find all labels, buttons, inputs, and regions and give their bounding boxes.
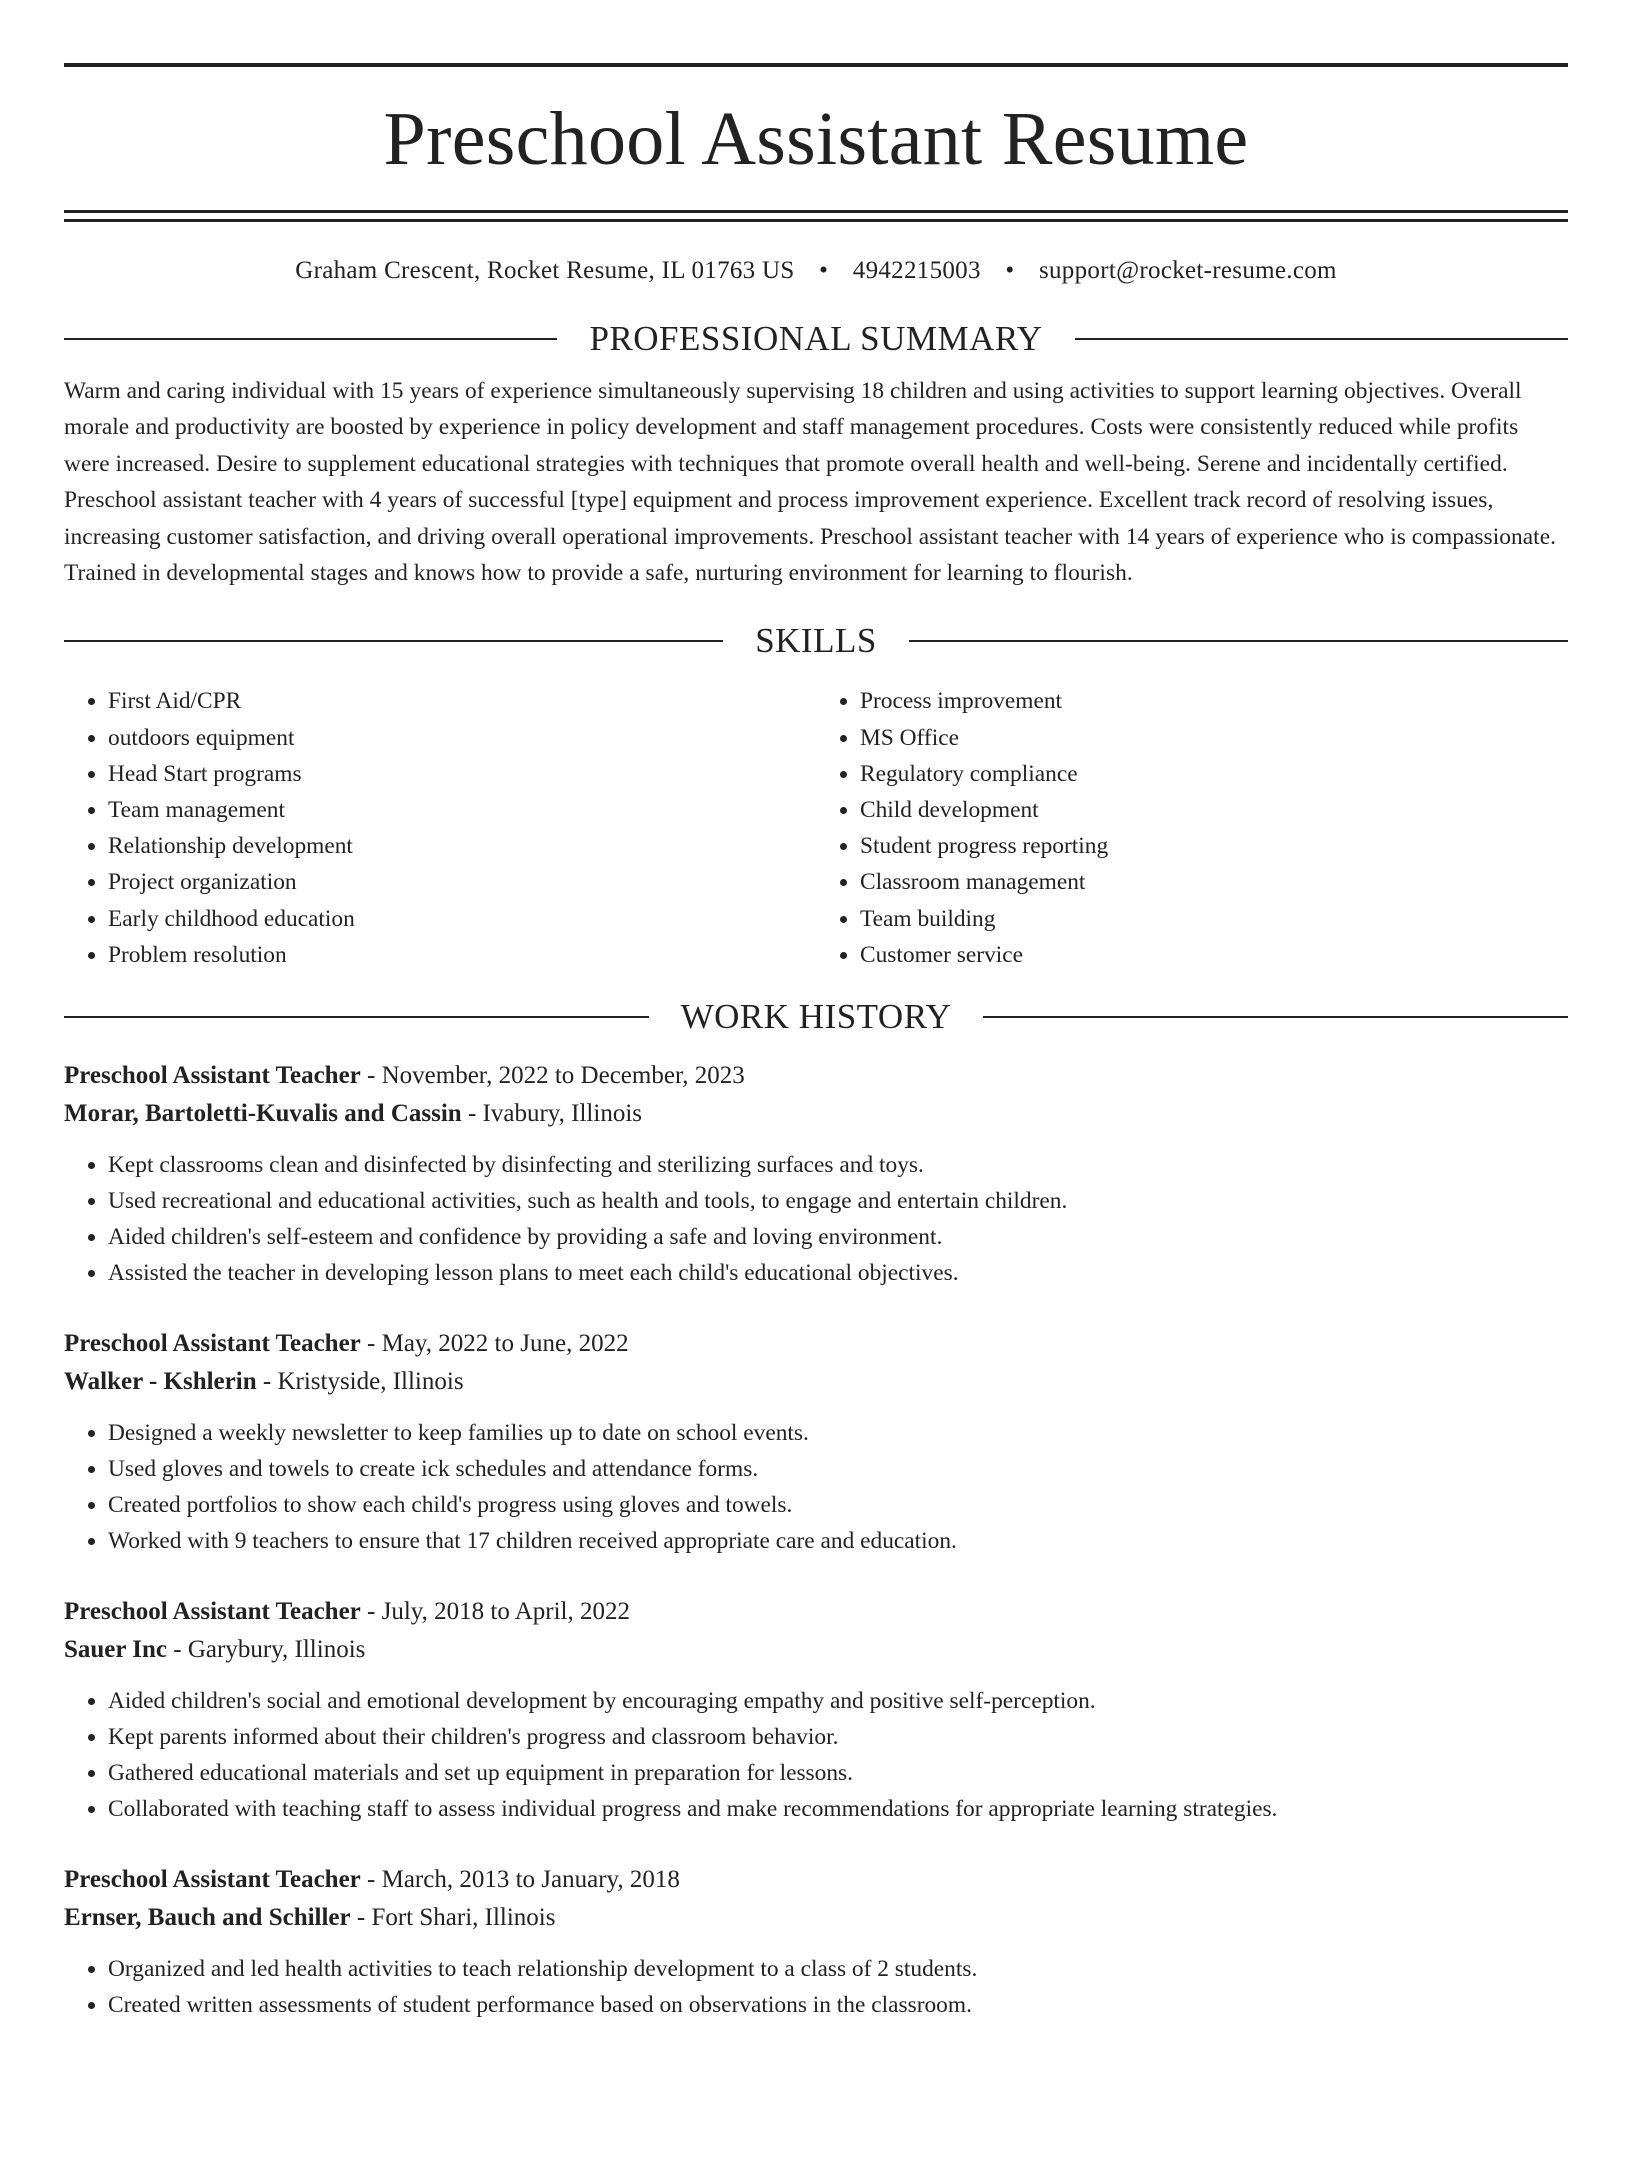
skill-item: • Team management (108, 792, 816, 828)
skill-item: • Team building (860, 901, 1568, 937)
dash: - (461, 1100, 483, 1128)
skill-item: • MS Office (860, 720, 1568, 756)
job-entry (64, 1325, 1568, 1559)
skill-item: • Regulatory compliance (860, 756, 1568, 792)
dash: - (167, 1636, 188, 1664)
job-title-line (64, 1861, 1568, 1899)
job-company-line (64, 1363, 1568, 1401)
job-location: Kristyside, Illinois (277, 1368, 464, 1396)
job-bullet: • Aided children's social and emotional development by encouraging empathy and positive self-perception. (108, 1683, 1568, 1719)
dash: - (360, 1598, 382, 1626)
divider-line (1075, 338, 1568, 340)
skill-item: • outdoors equipment (108, 720, 816, 756)
skill-item: • Head Start programs (108, 756, 816, 792)
job-bullet: • Designed a weekly newsletter to keep families up to date on school events. (108, 1415, 1568, 1451)
job-location: Fort Shari, Illinois (371, 1904, 556, 1932)
contact-email: support@rocket-resume.com (1038, 257, 1337, 284)
job-dates: November, 2022 to December, 2023 (381, 1062, 745, 1090)
contact-line (64, 255, 1568, 287)
divider-line (64, 338, 557, 340)
job-title-line (64, 1057, 1568, 1095)
skill-item: • Early childhood education (108, 901, 816, 937)
job-bullet: • Used recreational and educational activities, such as health and tools, to engage and entertain children. (108, 1183, 1568, 1219)
job-bullets (64, 1951, 1568, 2023)
job-bullet: • Created written assessments of student performance based on observations in the classroom. (108, 1987, 1568, 2023)
job-bullet: • Kept classrooms clean and disinfected by disinfecting and sterilizing surfaces and toys. (108, 1147, 1568, 1183)
job-title: Preschool Assistant Teacher (64, 1062, 361, 1090)
summary-heading: PROFESSIONAL SUMMARY (589, 319, 1043, 358)
summary-section-header (64, 317, 1568, 361)
job-title-line (64, 1325, 1568, 1363)
job-bullet: • Organized and led health activities to teach relationship development to a class of 2 students. (108, 1951, 1568, 1987)
skill-item: • Project organization (108, 864, 816, 900)
job-bullets (64, 1415, 1568, 1559)
job-entry (64, 1057, 1568, 1291)
skills-column-right (816, 683, 1568, 973)
job-company: Sauer Inc (64, 1636, 168, 1664)
job-dates: March, 2013 to January, 2018 (381, 1866, 680, 1894)
job-entry (64, 1593, 1568, 1827)
skill-item: • Process improvement (860, 683, 1568, 719)
job-company: Ernser, Bauch and Schiller (64, 1904, 351, 1932)
work-section-header (64, 995, 1568, 1039)
job-company: Morar, Bartoletti-Kuvalis and Cassin (64, 1100, 462, 1128)
job-bullet: • Aided children's self-esteem and confidence by providing a safe and loving environment. (108, 1219, 1568, 1255)
skill-item: • Customer service (860, 937, 1568, 973)
skill-item: • Classroom management (860, 864, 1568, 900)
job-location: Garybury, Illinois (187, 1636, 366, 1664)
divider-line (983, 1016, 1568, 1018)
contact-separator: • (819, 257, 829, 284)
skill-item: • First Aid/CPR (108, 683, 816, 719)
contact-phone: 4942215003 (852, 257, 981, 284)
dash: - (360, 1062, 382, 1090)
job-company-line (64, 1899, 1568, 1937)
resume-page (0, 63, 1632, 2175)
skills-column-left (64, 683, 816, 973)
contact-separator: • (1005, 257, 1015, 284)
job-bullet: • Used gloves and towels to create ick schedules and attendance forms. (108, 1451, 1568, 1487)
job-bullet: • Created portfolios to show each child's progress using gloves and towels. (108, 1487, 1568, 1523)
work-heading: WORK HISTORY (680, 997, 952, 1037)
work-history-list (64, 1057, 1568, 2023)
dash: - (360, 1330, 382, 1358)
divider-line (909, 640, 1568, 642)
job-title: Preschool Assistant Teacher (64, 1866, 361, 1894)
job-bullet: • Collaborated with teaching staff to assess individual progress and make recommendations for appropriate learning strategies. (108, 1791, 1568, 1827)
dash: - (350, 1904, 372, 1932)
skill-item: • Student progress reporting (860, 828, 1568, 864)
job-entry (64, 1861, 1568, 2023)
job-company-line (64, 1095, 1568, 1133)
job-dates: May, 2022 to June, 2022 (381, 1330, 629, 1358)
job-bullet: • Worked with 9 teachers to ensure that 17 children received appropriate care and education. (108, 1523, 1568, 1559)
summary-text: Warm and caring individual with 15 years of experience simultaneously supervising 18 children and using activities to support learning objectives. Overall morale and productivity are boosted by experience in policy development and staff management procedures. Costs were consistently reduced while profits were increased. Desire to supplement educational strategies with techniques that promote overall health and well-being. Serene and incidentally certified. Preschool assistant teacher with 4 years of successful [type] equipment and process improvement experience. Excellent track record of resolving issues, increasing customer satisfaction, and driving overall operational improvements. Preschool assistant teacher with 14 years of experience who is compassionate. Trained in developmental stages and knows how to provide a safe, nurturing environment for learning to flourish. (64, 378, 1557, 587)
dash: - (256, 1368, 278, 1396)
divider-line (64, 1016, 649, 1018)
skill-item: • Problem resolution (108, 937, 816, 973)
job-dates: July, 2018 to April, 2022 (381, 1598, 630, 1626)
job-company: Walker - Kshlerin (64, 1368, 257, 1396)
resume-title: Preschool Assistant Resume (383, 97, 1249, 181)
job-title: Preschool Assistant Teacher (64, 1598, 361, 1626)
skill-item: • Child development (860, 792, 1568, 828)
title-double-rule (64, 210, 1568, 222)
job-title: Preschool Assistant Teacher (64, 1330, 361, 1358)
skills-heading: SKILLS (755, 621, 877, 661)
skill-item: • Relationship development (108, 828, 816, 864)
job-title-line (64, 1593, 1568, 1631)
job-company-line (64, 1631, 1568, 1669)
job-bullet: • Assisted the teacher in developing lesson plans to meet each child's educational objectives. (108, 1255, 1568, 1291)
contact-address: Graham Crescent, Rocket Resume, IL 01763 US (295, 257, 795, 284)
dash: - (360, 1866, 382, 1894)
divider-line (64, 640, 723, 642)
skills-section-header (64, 619, 1568, 663)
job-bullets (64, 1147, 1568, 1291)
job-bullet: • Kept parents informed about their children's progress and classroom behavior. (108, 1719, 1568, 1755)
skills-list (64, 683, 1568, 973)
job-bullet: • Gathered educational materials and set up equipment in preparation for lessons. (108, 1755, 1568, 1791)
job-location: Ivabury, Illinois (482, 1100, 642, 1128)
job-bullets (64, 1683, 1568, 1827)
